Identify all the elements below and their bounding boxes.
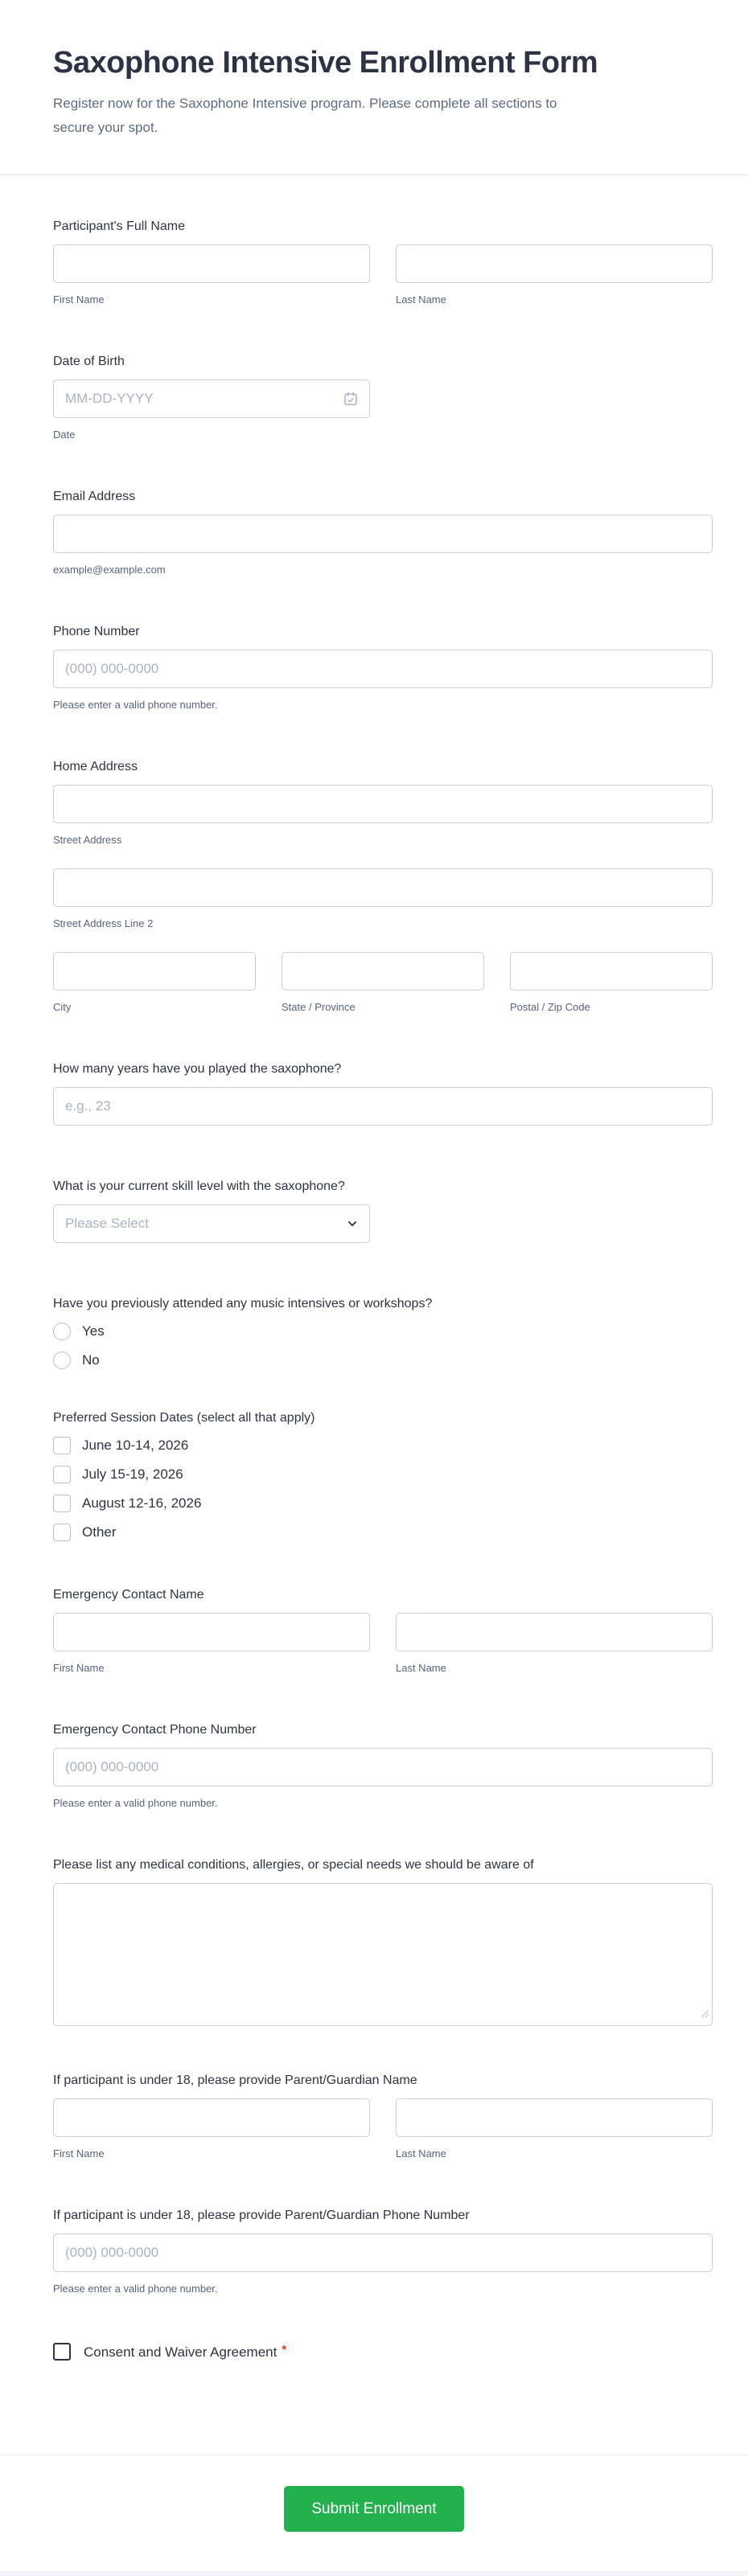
field-workshops — [53, 1294, 713, 1370]
medical-label: Please list any medical conditions, allergies, or special needs we should be aware of — [53, 1858, 534, 1872]
phone-sublabel: Please enter a valid phone number. — [53, 699, 218, 711]
field-guardian-phone — [53, 2206, 713, 2296]
checkbox-option-july[interactable] — [53, 1465, 713, 1484]
submit-enrollment-button[interactable]: Submit Enrollment — [284, 2486, 464, 2532]
street-address-sublabel: Street Address — [53, 834, 122, 846]
state-sublabel: State / Province — [282, 1001, 356, 1013]
form-footer — [0, 2455, 748, 2571]
medical-textarea[interactable] — [53, 1883, 713, 2026]
emergency-last-name-input[interactable] — [396, 1613, 713, 1651]
field-session-dates — [53, 1409, 713, 1542]
field-email — [53, 487, 713, 577]
field-medical — [53, 1856, 713, 2026]
years-played-label: How many years have you played the saxophone? — [53, 1062, 342, 1076]
checkbox-option-other[interactable] — [53, 1523, 713, 1542]
checkbox-other-icon[interactable] — [53, 1524, 71, 1541]
radio-no-label: No — [82, 1352, 100, 1368]
city-sublabel: City — [53, 1001, 72, 1013]
last-name-sublabel: Last Name — [396, 293, 446, 306]
participant-first-name-input[interactable] — [53, 244, 370, 283]
radio-yes-label: Yes — [82, 1323, 105, 1339]
checkbox-august-label: August 12-16, 2026 — [82, 1495, 202, 1511]
phone-label: Phone Number — [53, 625, 140, 638]
email-input[interactable] — [53, 515, 713, 553]
page-bottom-strip — [0, 2571, 748, 2576]
form-header — [0, 0, 748, 175]
street-address-input[interactable] — [53, 785, 713, 823]
dob-label: Date of Birth — [53, 355, 125, 368]
workshops-label: Have you previously attended any music intensives or workshops? — [53, 1297, 433, 1311]
guardian-phone-sublabel: Please enter a valid phone number. — [53, 2283, 218, 2295]
field-consent — [53, 2341, 713, 2362]
checkbox-other-label: Other — [82, 1524, 117, 1540]
form-body — [0, 175, 748, 2455]
field-participant-name — [53, 217, 713, 307]
dob-sublabel: Date — [53, 429, 76, 441]
field-guardian-name — [53, 2071, 713, 2161]
page-title: Saxophone Intensive Enrollment Form — [53, 46, 598, 80]
field-skill-level — [53, 1177, 713, 1243]
guardian-name-label: If participant is under 18, please provide Parent/Guardian Name — [53, 2074, 417, 2087]
consent-checkbox[interactable] — [53, 2343, 71, 2361]
field-emergency-phone — [53, 1721, 713, 1811]
field-date-of-birth — [53, 352, 713, 442]
emergency-first-name-sublabel: First Name — [53, 1662, 105, 1674]
checkbox-option-august[interactable] — [53, 1494, 713, 1513]
guardian-last-name-input[interactable] — [396, 2098, 713, 2137]
emergency-last-name-sublabel: Last Name — [396, 1662, 446, 1674]
guardian-first-name-input[interactable] — [53, 2098, 370, 2137]
participant-name-label: Participant's Full Name — [53, 219, 185, 233]
city-input[interactable] — [53, 952, 256, 991]
years-played-input[interactable] — [53, 1087, 713, 1126]
radio-option-no[interactable] — [53, 1351, 713, 1370]
emergency-first-name-input[interactable] — [53, 1613, 370, 1651]
phone-input[interactable] — [53, 650, 713, 688]
radio-option-yes[interactable] — [53, 1322, 713, 1341]
radio-yes-icon[interactable] — [53, 1323, 71, 1340]
first-name-sublabel: First Name — [53, 293, 105, 306]
radio-no-icon[interactable] — [53, 1352, 71, 1369]
guardian-first-name-sublabel: First Name — [53, 2147, 105, 2160]
field-phone — [53, 622, 713, 712]
participant-last-name-input[interactable] — [396, 244, 713, 283]
skill-level-label: What is your current skill level with the saxophone? — [53, 1179, 345, 1193]
home-address-label: Home Address — [53, 760, 138, 773]
checkbox-july-label: July 15-19, 2026 — [82, 1466, 183, 1482]
street-address2-input[interactable] — [53, 868, 713, 907]
state-input[interactable] — [282, 952, 484, 991]
guardian-last-name-sublabel: Last Name — [396, 2147, 446, 2160]
guardian-phone-input[interactable] — [53, 2233, 713, 2272]
zip-sublabel: Postal / Zip Code — [510, 1001, 590, 1013]
emergency-phone-input[interactable] — [53, 1748, 713, 1786]
field-home-address — [53, 757, 713, 1015]
skill-level-selected-value: Please Select — [65, 1216, 149, 1231]
checkbox-july-icon[interactable] — [53, 1466, 71, 1483]
emergency-name-label: Emergency Contact Name — [53, 1588, 204, 1602]
street-address2-sublabel: Street Address Line 2 — [53, 917, 154, 929]
session-dates-label: Preferred Session Dates (select all that apply) — [53, 1411, 315, 1425]
email-label: Email Address — [53, 490, 136, 503]
consent-row[interactable] — [53, 2341, 713, 2362]
chevron-down-icon — [347, 1218, 358, 1229]
skill-level-select[interactable] — [53, 1204, 370, 1243]
checkbox-option-june[interactable] — [53, 1436, 713, 1455]
field-emergency-name — [53, 1585, 713, 1676]
dob-input[interactable] — [53, 379, 370, 418]
guardian-phone-label: If participant is under 18, please provide Parent/Guardian Phone Number — [53, 2209, 470, 2222]
consent-label: Consent and Waiver Agreement * — [84, 2343, 287, 2360]
email-sublabel: example@example.com — [53, 564, 166, 576]
emergency-phone-label: Emergency Contact Phone Number — [53, 1723, 257, 1737]
zip-input[interactable] — [510, 952, 713, 991]
required-asterisk: * — [282, 2343, 287, 2357]
checkbox-august-icon[interactable] — [53, 1495, 71, 1512]
page-subtitle: Register now for the Saxophone Intensive program. Please complete all sections to secure your spot. — [53, 96, 557, 135]
checkbox-june-label: June 10-14, 2026 — [82, 1438, 189, 1453]
field-years-played — [53, 1060, 713, 1126]
emergency-phone-sublabel: Please enter a valid phone number. — [53, 1797, 218, 1809]
checkbox-june-icon[interactable] — [53, 1437, 71, 1454]
